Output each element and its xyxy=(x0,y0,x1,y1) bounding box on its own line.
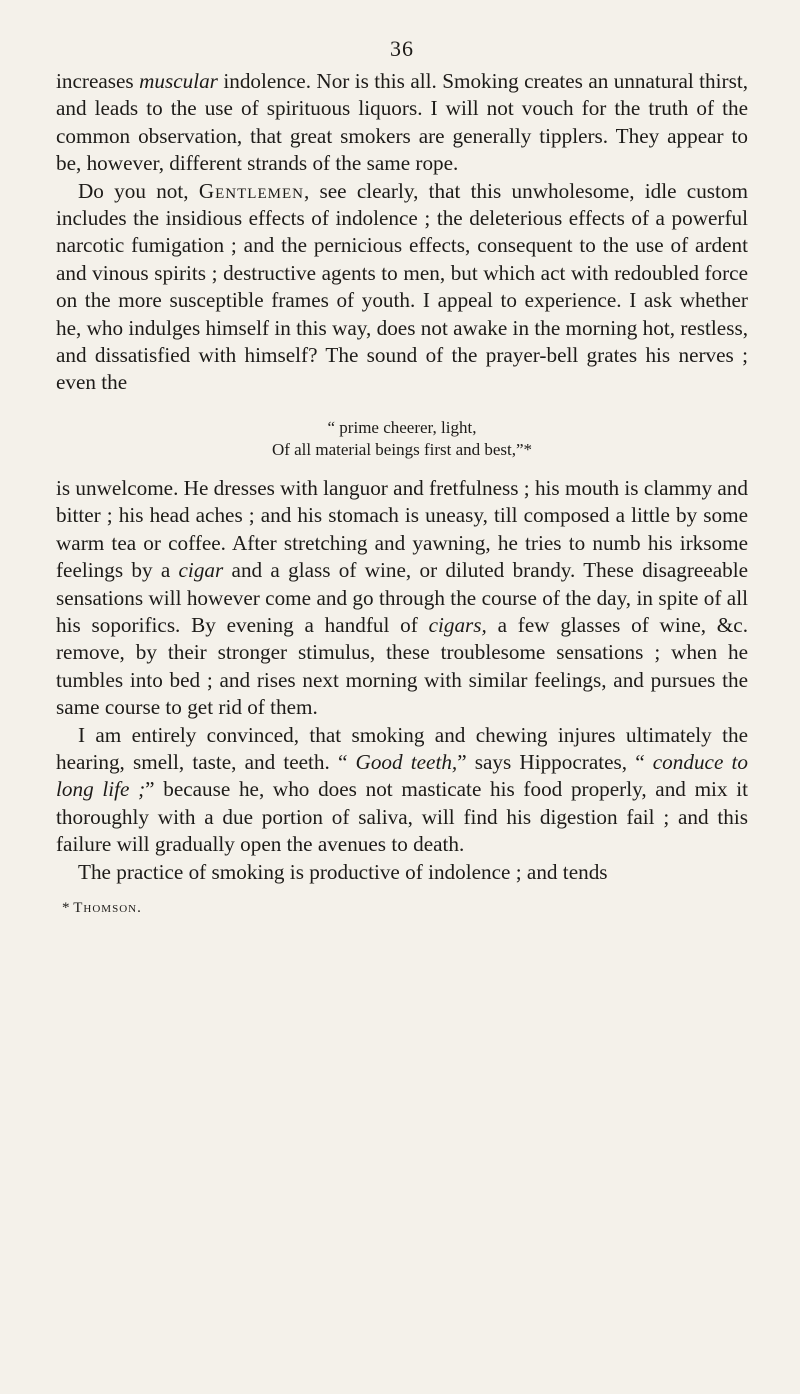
body-text xyxy=(56,68,748,886)
text-run: indolence. Nor is this all. Smoking creates an unnatural thirst, and leads to the use of spirituous liquors. I will not vouch for the truth of the common observation, that great smokers are generally tipplers. They appear to be, however, different strands of the same rope. xyxy=(56,69,749,176)
page-number: 36 xyxy=(390,36,414,61)
text-run: a few glasses of wine, &c. remove, by their stronger stimulus, these troublesome sensations ; when he tumbles into bed ; and rises next morning with similar feelings, and pursues the same course to get rid of them. xyxy=(56,612,748,720)
text-run: and a glass of wine, or diluted brandy. These disagreeable sensations will however come and go through the course of the day, in spite of all his soporifics. By evening a handful of xyxy=(56,558,748,637)
text-run: , see clearly, that this unwholesome, idle custom includes the insidious effects of indolence ; the deleterious effects of a powerful narcotic fumigation ; and the pernicious effects, consequent to the use of ardent and vinous spirits ; destructive agents to men, but which act with redoubled force on the more susceptible frames of youth. I appeal to experience. I ask whether he, who indulges himself in this way, does not awake in the morning hot, restless, and dissatisfied with himself? The sound of the prayer-bell grates his nerves ; even the xyxy=(56,178,749,395)
text-run: I am entirely convinced, that smoking and chewing injures ultimately the hearing, smell, taste, and teeth. “ xyxy=(56,722,748,774)
italic-word: cigars, xyxy=(428,612,487,637)
footnote-mark: * xyxy=(62,899,74,916)
paragraph-2 xyxy=(56,178,748,397)
italic-word: muscular xyxy=(139,69,218,93)
text-run: increases xyxy=(56,69,140,93)
small-caps-address: Gentlemen xyxy=(198,178,304,203)
footnote xyxy=(56,898,748,918)
text-run: ” says Hippocrates, “ xyxy=(457,749,653,774)
verse-quote xyxy=(56,417,748,461)
text-run: ” because he, who does not masticate his food properly, and mix it thoroughly with a due portion of saliva, will find his digestion fail ; and this failure will gradually open the avenues to death. xyxy=(56,777,748,857)
footnote-author: Thomson. xyxy=(73,899,142,916)
paragraph-4 xyxy=(56,722,748,859)
quote-line-1: “ prime cheerer, light, xyxy=(327,417,477,437)
paragraph-3 xyxy=(56,475,748,722)
italic-phrase: Good teeth, xyxy=(355,749,458,774)
paragraph-5 xyxy=(56,859,748,886)
quote-line-2: Of all material beings first and best,”* xyxy=(271,439,533,459)
text-run: Do you not, xyxy=(78,178,199,203)
italic-word: cigar xyxy=(178,558,224,583)
text-run: The practice of smoking is productive of indolence ; and tends xyxy=(78,859,608,884)
paragraph-1 xyxy=(56,68,748,178)
text-run: is unwelcome. He dresses with languor and fretfulness ; his mouth is clammy and bitter ; his head aches ; and his stomach is uneasy, till composed a little by some warm tea or coffee. After stretching and yawning, he tries to numb his irksome feelings by a xyxy=(56,475,748,583)
italic-phrase: conduce to long life ; xyxy=(56,749,748,802)
